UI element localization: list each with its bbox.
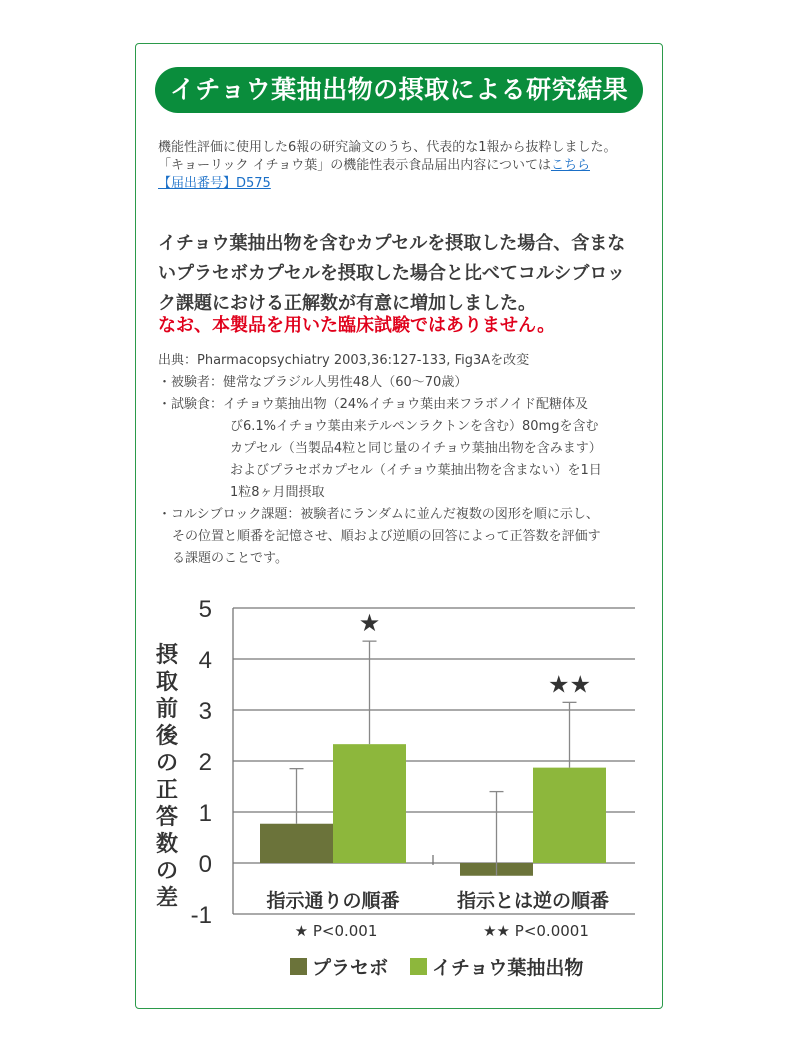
- y-tick-label: 5: [198, 596, 212, 623]
- y-axis-label-char: 差: [155, 886, 179, 911]
- food-line-1: イチョウ葉抽出物（24%イチョウ葉由来フラボノイド配糖体及: [223, 397, 588, 412]
- bar-chart: [140, 592, 660, 992]
- task-line-3: る課題のことです。: [172, 551, 288, 566]
- food-line-5: 1粒8ヶ月間摂取: [230, 485, 325, 500]
- legend-label: プラセボ: [312, 957, 389, 979]
- task-line-2: その位置と順番を記憶させ、順および逆順の回答によって正答数を評価す: [172, 529, 601, 544]
- x-tick-label: 指示とは逆の順番: [456, 890, 610, 912]
- food-line-2: び6.1%イチョウ葉由来テルペンラクトンを含む）80mgを含む: [230, 419, 599, 434]
- subjects-row: [158, 372, 640, 394]
- y-tick-label: 4: [198, 647, 212, 674]
- food-line-3: カプセル（当製品4粒と同じ量のイチョウ葉抽出物を含みます）: [230, 441, 602, 456]
- y-axis-label-char: 数: [155, 832, 179, 857]
- intro-line-2: [158, 157, 638, 175]
- notification-number[interactable]: 【届出番号】D575: [158, 176, 271, 191]
- bars: [260, 609, 606, 876]
- y-axis-label-char: 取: [155, 670, 179, 695]
- y-tick-label: -1: [190, 902, 212, 929]
- legend-label: イチョウ葉抽出物: [432, 957, 584, 979]
- x-tick-label: 指示通りの順番: [266, 890, 400, 912]
- y-tick-label: 3: [198, 698, 212, 725]
- y-axis-label-char: 後: [155, 724, 179, 749]
- legend-swatch: [290, 958, 307, 975]
- y-axis-label-char: の: [155, 859, 179, 884]
- page-title: イチョウ葉抽出物の摂取による研究結果: [155, 67, 643, 113]
- y-tick-label: 0: [198, 851, 212, 878]
- subjects-label: ・被験者：: [158, 375, 224, 390]
- y-tick-labels: [191, 596, 212, 929]
- significance-note: ★ P<0.001: [294, 922, 378, 940]
- bar: [533, 768, 606, 863]
- food-row: [158, 394, 640, 416]
- significance-star: ★: [358, 609, 381, 638]
- y-axis-label-char: 摂: [155, 643, 179, 668]
- y-axis-label-char: 正: [155, 778, 179, 803]
- y-axis-label-char: 答: [155, 805, 179, 830]
- intro-text: [158, 139, 638, 193]
- intro-line-2-prefix: 「キョーリック イチョウ葉」の機能性表示食品届出内容については: [158, 158, 551, 173]
- lead-statement: イチョウ葉抽出物を含むカプセルを摂取した場合、含まないプラセボカプセルを摂取した場合と比べてコルシブロック課題における正解数が有意に増加しました。: [158, 233, 626, 314]
- bar: [333, 744, 406, 863]
- legend-swatch: [410, 958, 427, 975]
- food-line-4: およびプラセボカプセル（イチョウ葉抽出物を含まない）を1日: [230, 463, 602, 478]
- details-link[interactable]: こちら: [550, 158, 590, 173]
- y-axis-label: [156, 642, 179, 911]
- significance-star: ★★: [547, 670, 592, 699]
- chart-grid: [233, 608, 635, 914]
- legend: [290, 956, 583, 979]
- food-label: ・試験食：: [158, 397, 224, 412]
- source-citation: 出典：Pharmacopsychiatry 2003,36:127-133, Fig3Aを改変: [158, 353, 530, 368]
- bar: [260, 824, 333, 863]
- significance-notes: [295, 922, 589, 940]
- y-axis-label-char: の: [155, 751, 179, 776]
- intro-line-1: 機能性評価に使用した6報の研究論文のうち、代表的な1報から抜粋しました。: [158, 140, 617, 155]
- significance-note: ★★ P<0.0001: [483, 922, 589, 940]
- source-section: [158, 350, 640, 570]
- y-axis-label-char: 前: [155, 697, 179, 722]
- subjects-text: 健常なブラジル人男性48人（60〜70歳）: [223, 375, 468, 390]
- y-tick-label: 2: [198, 749, 212, 776]
- y-tick-label: 1: [198, 800, 212, 827]
- x-tick-labels: [266, 889, 609, 912]
- warning-text: なお、本製品を用いた臨床試験ではありません。: [158, 315, 556, 336]
- task-line-1: ・コルシブロック課題：被験者にランダムに並んだ複数の図形を順に示し、: [158, 507, 599, 522]
